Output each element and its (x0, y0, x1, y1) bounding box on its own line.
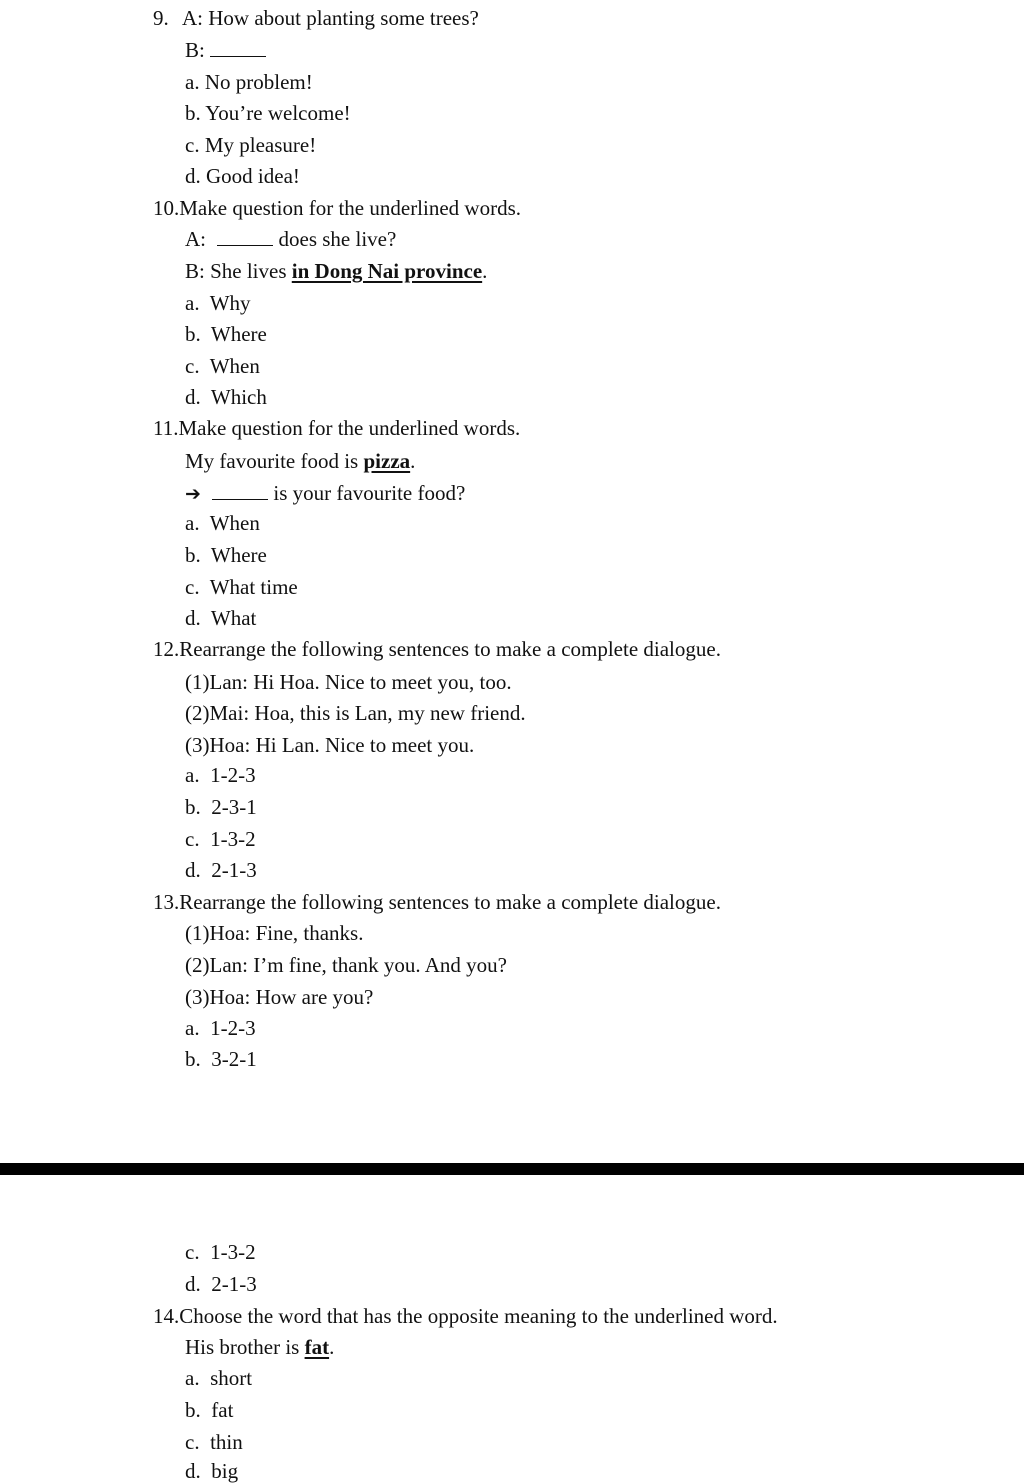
q10-instruction: 10.Make question for the underlined words. (153, 196, 522, 220)
question-number: 12. (153, 637, 180, 661)
question-number: 10. (153, 196, 180, 220)
option-item: c. thin (185, 1430, 243, 1454)
option-item: d. What (185, 606, 257, 630)
answer-blank (217, 229, 273, 246)
option-item: c. 1-3-2 (185, 827, 256, 851)
q9-prompt (153, 6, 479, 30)
q9-response-line (185, 38, 266, 62)
option-item: a. 1-2-3 (185, 763, 256, 787)
option-item: d. big (185, 1459, 239, 1483)
option-item: d. Which (185, 385, 267, 409)
option-item: a. 1-2-3 (185, 1016, 256, 1040)
option-item: c. What time (185, 575, 298, 599)
q14-instruction: 14.Choose the word that has the opposite meaning to the underlined word. (153, 1304, 778, 1328)
option-item: b. Where (185, 322, 267, 346)
q12-instruction: 12.Rearrange the following sentences to make a complete dialogue. (153, 637, 721, 661)
speaker-label: A: (182, 6, 203, 30)
dialogue-line: (3)Hoa: How are you? (185, 985, 374, 1009)
answer-blank (210, 40, 266, 57)
q13-instruction: 13.Rearrange the following sentences to make a complete dialogue. (153, 890, 721, 914)
option-item: b. fat (185, 1398, 234, 1422)
q11-instruction: 11.Make question for the underlined words. (153, 416, 521, 440)
option-item: d. 2-1-3 (185, 858, 257, 882)
page-break-divider (0, 1163, 1024, 1175)
underlined-word: pizza (363, 449, 411, 473)
option-item: b. 3-2-1 (185, 1047, 257, 1071)
option-item: a. No problem! (185, 70, 313, 94)
q10-line-b: B: She lives in Dong Nai province. (185, 259, 488, 283)
question-number: 13. (153, 890, 180, 914)
option-item: b. Where (185, 543, 267, 567)
option-item: c. When (185, 354, 260, 378)
dialogue-line: (3)Hoa: Hi Lan. Nice to meet you. (185, 733, 475, 757)
option-item: a. short (185, 1366, 253, 1390)
question-number: 11. (153, 416, 179, 440)
underlined-phrase: in Dong Nai province (291, 259, 483, 283)
q10-line-a: A: does she live? (185, 227, 397, 251)
q11-answer-line: ➔ is your favourite food? (185, 481, 466, 505)
option-item: b. 2-3-1 (185, 795, 257, 819)
option-item: d. 2-1-3 (185, 1272, 257, 1296)
arrow-icon: ➔ (185, 483, 201, 505)
question-number: 14. (153, 1304, 180, 1328)
option-item: a. When (185, 511, 260, 535)
q14-sentence: His brother is fat. (185, 1335, 335, 1359)
speaker-label: B: (185, 38, 205, 62)
dialogue-line: (2)Mai: Hoa, this is Lan, my new friend. (185, 701, 526, 725)
dialogue-line: (1)Lan: Hi Hoa. Nice to meet you, too. (185, 670, 512, 694)
question-number: 9. (153, 6, 169, 30)
option-item: a. Why (185, 291, 251, 315)
underlined-word: fat (304, 1335, 330, 1359)
q9-prompt-text: How about planting some trees? (208, 6, 479, 30)
option-item: d. Good idea! (185, 164, 300, 188)
dialogue-line: (2)Lan: I’m fine, thank you. And you? (185, 953, 507, 977)
dialogue-line: (1)Hoa: Fine, thanks. (185, 921, 364, 945)
answer-blank (212, 483, 268, 500)
option-item: b. You’re welcome! (185, 101, 351, 125)
option-item: c. My pleasure! (185, 133, 317, 157)
option-item: c. 1-3-2 (185, 1240, 256, 1264)
q11-sentence: My favourite food is pizza. (185, 449, 416, 473)
